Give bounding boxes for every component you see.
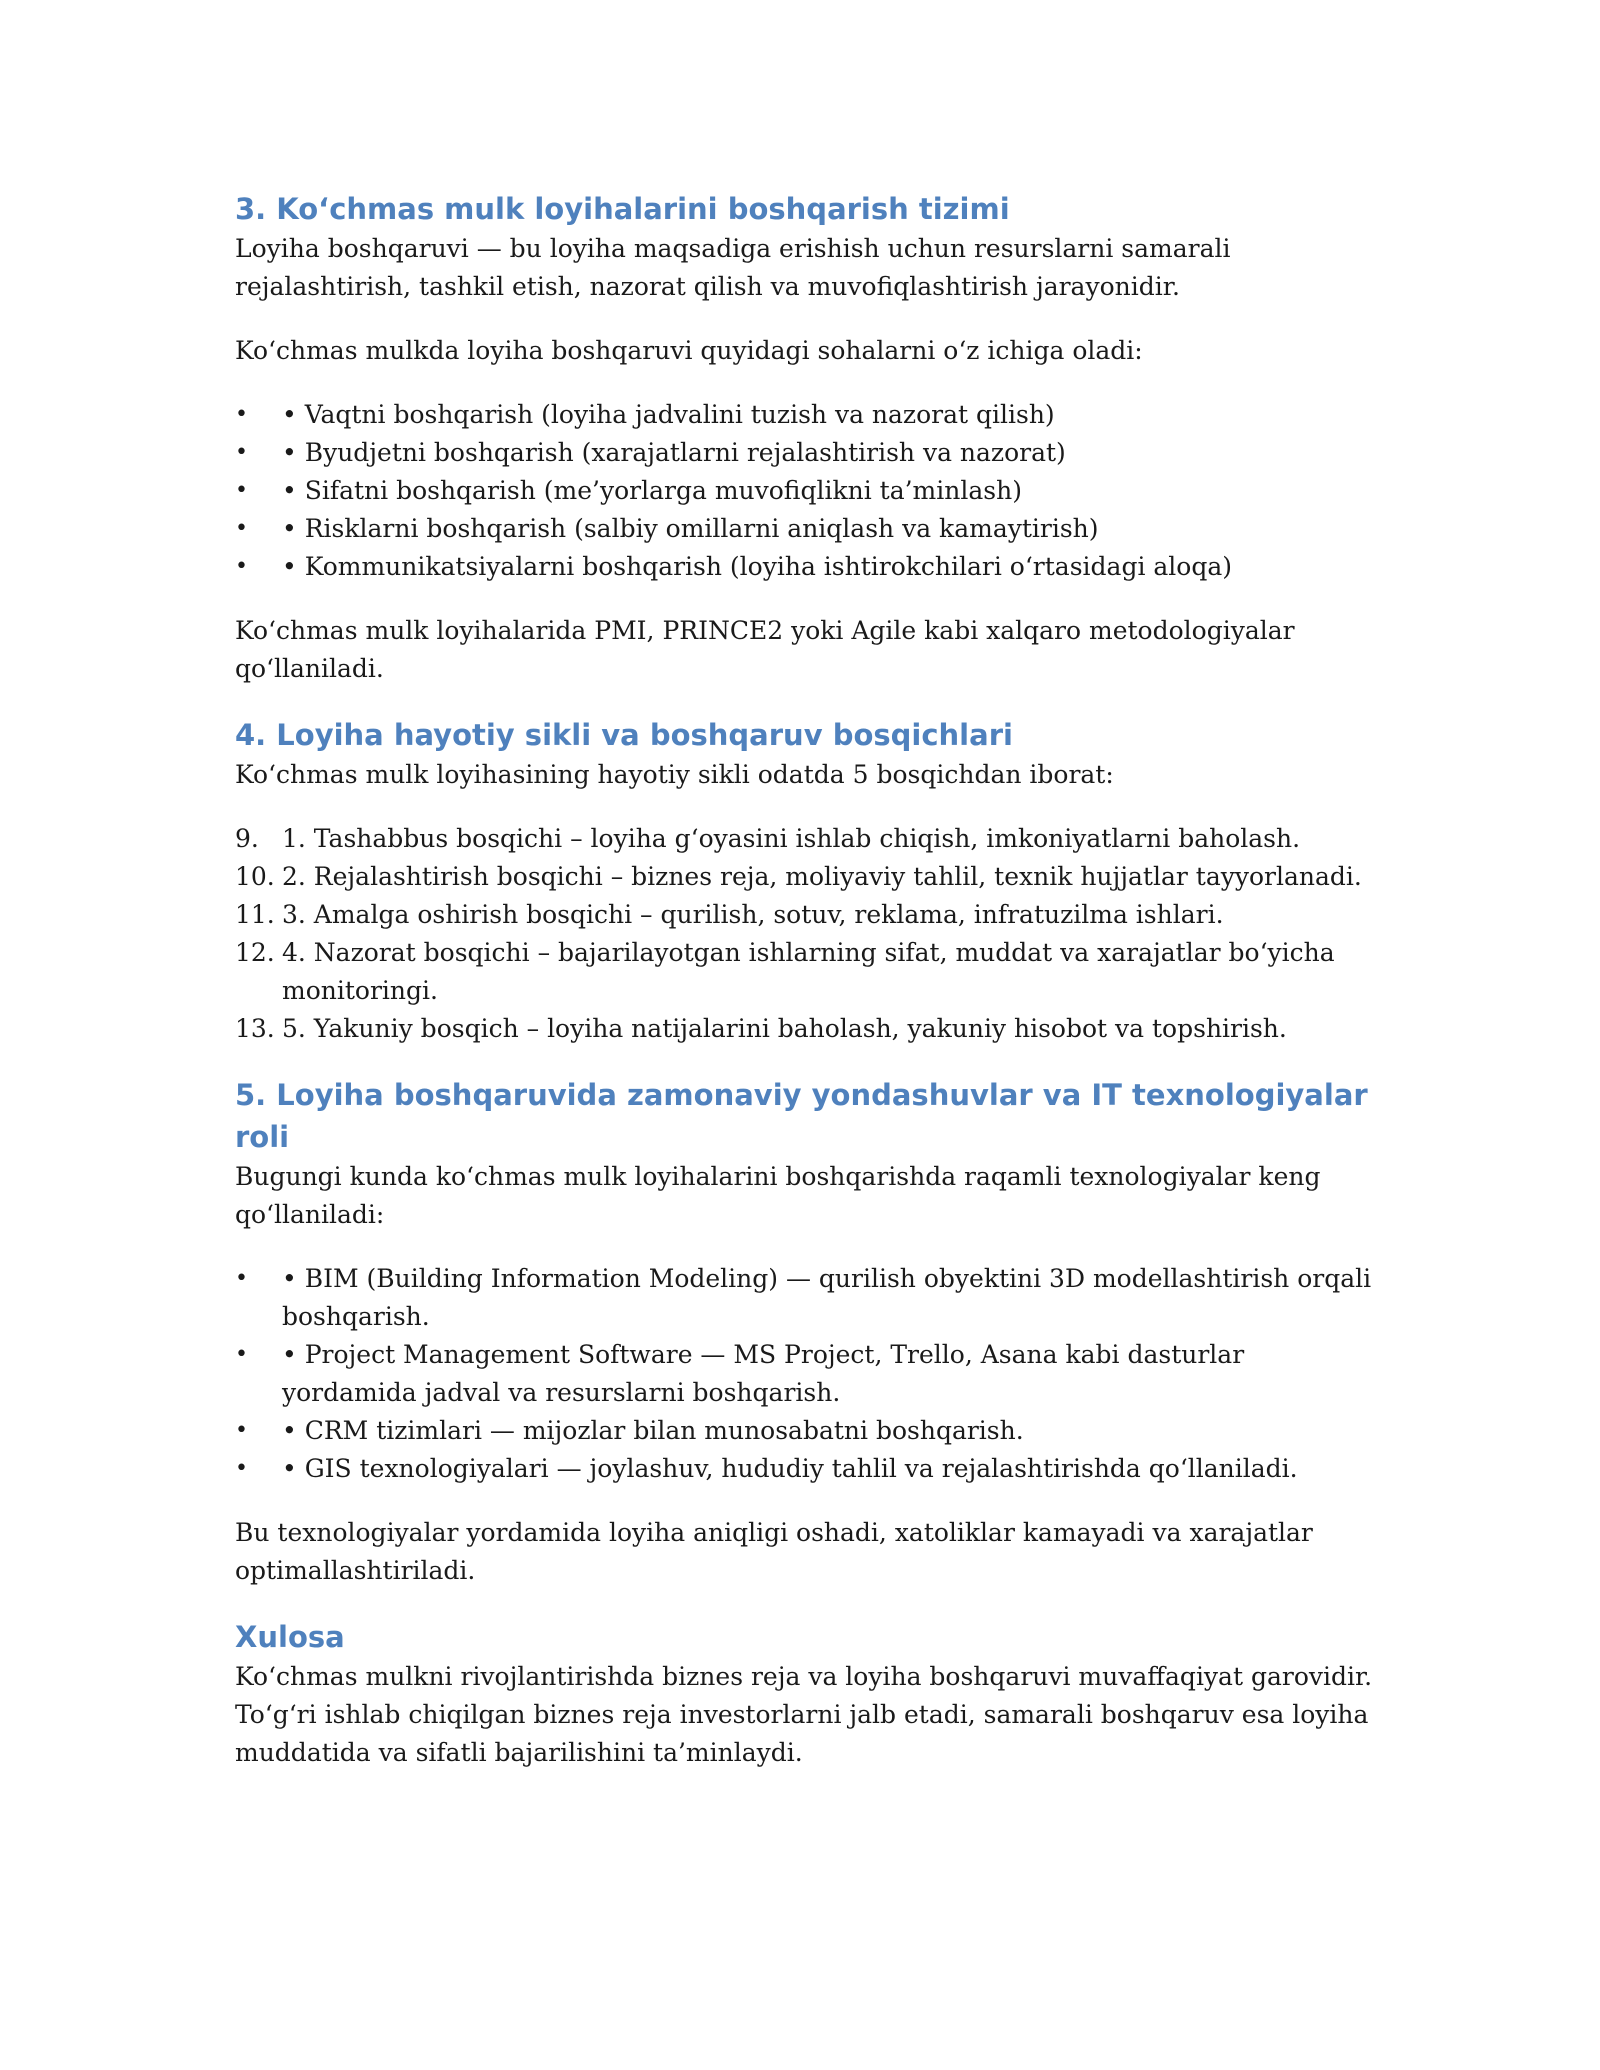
list-item	[235, 858, 1385, 896]
section-5-list	[235, 1260, 1385, 1488]
conclusion-text: Ko‘chmas mulkni rivojlantirishda biznes reja va loyiha boshqaruvi muvaffaqiyat garovidir. To‘g‘ri ishlab chiqilgan biznes reja investorlarni jalb etadi, samarali boshqaruv esa loyiha muddatida va sifatli bajarilishini ta’minlaydi.	[235, 1662, 1373, 1767]
bullet-icon: •	[235, 1418, 248, 1443]
list-item	[235, 510, 1385, 548]
section-4-heading: 4. Loyiha hayotiy sikli va boshqaruv bosqichlari	[235, 718, 1013, 752]
list-item	[235, 1010, 1385, 1048]
section-5	[235, 1074, 1385, 1590]
list-item-text: • Risklarni boshqarish (salbiy omillarni aniqlash va kamaytirish)	[282, 514, 1099, 543]
section-5-heading: 5. Loyiha boshqaruvida zamonaviy yondashuvlar va IT texnologiyalar roli	[235, 1078, 1368, 1154]
section-5-closing: Bu texnologiyalar yordamida loyiha aniqligi oshadi, xatoliklar kamayadi va xarajatlar optimallashtiriladi.	[235, 1518, 1313, 1585]
section-3-heading: 3. Ko‘chmas mulk loyihalarini boshqarish tizimi	[235, 192, 1010, 226]
list-item	[235, 820, 1385, 858]
list-item-text: • Byudjetni boshqarish (xarajatlarni rejalashtirish va nazorat)	[282, 438, 1066, 467]
section-4	[235, 714, 1385, 1048]
list-item-text: 4. Nazorat bosqichi – bajarilayotgan ishlarning sifat, muddat va xarajatlar bo‘yicha monitoringi.	[282, 938, 1335, 1005]
list-item	[235, 1450, 1385, 1488]
list-number: 13.	[235, 1014, 275, 1043]
list-item-text: • CRM tizimlari — mijozlar bilan munosabatni boshqarish.	[282, 1416, 1024, 1445]
list-item-text: • Vaqtni boshqarish (loyiha jadvalini tuzish va nazorat qilish)	[282, 400, 1055, 429]
list-item-text: • Kommunikatsiyalarni boshqarish (loyiha ishtirokchilari o‘rtasidagi aloqa)	[282, 552, 1232, 581]
list-item	[235, 434, 1385, 472]
list-item	[235, 548, 1385, 586]
list-number: 10.	[235, 862, 275, 891]
bullet-icon: •	[235, 554, 248, 579]
list-item	[235, 1412, 1385, 1450]
bullet-icon: •	[235, 478, 248, 503]
section-3-intro: Loyiha boshqaruvi — bu loyiha maqsadiga erishish uchun resurslarni samarali rejalashtirish, tashkil etish, nazorat qilish va muvofiqlashtirish jarayonidir.	[235, 234, 1231, 301]
list-item-text: 5. Yakuniy bosqich – loyiha natijalarini baholash, yakuniy hisobot va topshirish.	[282, 1014, 1287, 1043]
list-item-text: • BIM (Building Information Modeling) — qurilish obyektini 3D modellashtirish orqali boshqarish.	[282, 1264, 1372, 1331]
list-item	[235, 896, 1385, 934]
list-item-text: 2. Rejalashtirish bosqichi – biznes reja, moliyaviy tahlil, texnik hujjatlar tayyorlanadi.	[282, 862, 1362, 891]
list-number: 12.	[235, 938, 275, 967]
conclusion-section	[235, 1616, 1385, 1772]
bullet-icon: •	[235, 1342, 248, 1367]
bullet-icon: •	[235, 1266, 248, 1291]
conclusion-heading: Xulosa	[235, 1620, 345, 1654]
bullet-icon: •	[235, 402, 248, 427]
list-item-text: 1. Tashabbus bosqichi – loyiha g‘oyasini ishlab chiqish, imkoniyatlarni baholash.	[282, 824, 1301, 853]
section-4-numbered-list	[235, 820, 1385, 1048]
list-item-text: • GIS texnologiyalari — joylashuv, hududiy tahlil va rejalashtirishda qo‘llaniladi.	[282, 1454, 1298, 1483]
document-content	[235, 188, 1385, 1772]
list-item	[235, 396, 1385, 434]
list-item	[235, 934, 1385, 1010]
list-item-text: 3. Amalga oshirish bosqichi – qurilish, sotuv, reklama, infratuzilma ishlari.	[282, 900, 1224, 929]
list-number: 11.	[235, 900, 275, 929]
section-4-lead: Ko‘chmas mulk loyihasining hayotiy sikli odatda 5 bosqichdan iborat:	[235, 760, 1114, 789]
list-item	[235, 1260, 1385, 1336]
list-item-text: • Sifatni boshqarish (me’yorlarga muvofiqlikni ta’minlash)	[282, 476, 1022, 505]
section-3-closing: Ko‘chmas mulk loyihalarida PMI, PRINCE2 yoki Agile kabi xalqaro metodologiyalar qo‘llaniladi.	[235, 616, 1295, 683]
section-3-list	[235, 396, 1385, 586]
bullet-icon: •	[235, 516, 248, 541]
list-number: 9.	[235, 824, 259, 853]
section-3-lead: Ko‘chmas mulkda loyiha boshqaruvi quyidagi sohalarni o‘z ichiga oladi:	[235, 336, 1143, 365]
section-5-lead: Bugungi kunda ko‘chmas mulk loyihalarini boshqarishda raqamli texnologiyalar keng qo‘llaniladi:	[235, 1162, 1321, 1229]
bullet-icon: •	[235, 1456, 248, 1481]
list-item-text: • Project Management Software — MS Project, Trello, Asana kabi dasturlar yordamida jadval va resurslarni boshqarish.	[282, 1340, 1245, 1407]
list-item	[235, 472, 1385, 510]
list-item	[235, 1336, 1385, 1412]
bullet-icon: •	[235, 440, 248, 465]
